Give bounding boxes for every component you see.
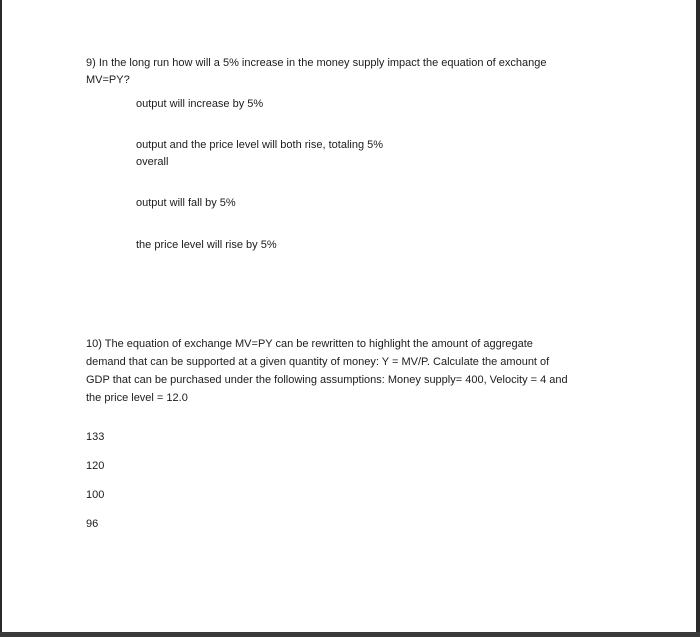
q9-option-4[interactable]: the price level will rise by 5% (136, 239, 277, 251)
bottom-border (0, 632, 700, 637)
q10-option-1[interactable]: 133 (86, 431, 105, 443)
q10-option-3[interactable]: 100 (86, 489, 105, 501)
q10-text-line4: the price level = 12.0 (86, 392, 188, 404)
left-border (0, 0, 2, 637)
q10-text-line1: 10) The equation of exchange MV=PY can be rewritten to highlight the amount of aggregate (86, 338, 533, 350)
q9-option-1[interactable]: output will increase by 5% (136, 98, 264, 110)
right-border (696, 0, 700, 637)
q10-option-4[interactable]: 96 (86, 518, 99, 530)
q9-text-line2: MV=PY? (86, 74, 130, 86)
q9-text-line1: 9) In the long run how will a 5% increase in the money supply impact the equation of exchange (86, 57, 547, 69)
q10-text-line2: demand that can be supported at a given quantity of money: Y = MV/P. Calculate the amount of (86, 356, 550, 368)
q10-option-2[interactable]: 120 (86, 460, 105, 472)
q9-option-2[interactable]: output and the price level will both rise, totaling 5% (136, 139, 384, 151)
q10-text-line3: GDP that can be purchased under the following assumptions: Money supply= 400, Velocity = 4 and (86, 374, 568, 386)
q9-option-2-continued[interactable]: overall (136, 156, 169, 168)
q9-option-3[interactable]: output will fall by 5% (136, 197, 236, 209)
